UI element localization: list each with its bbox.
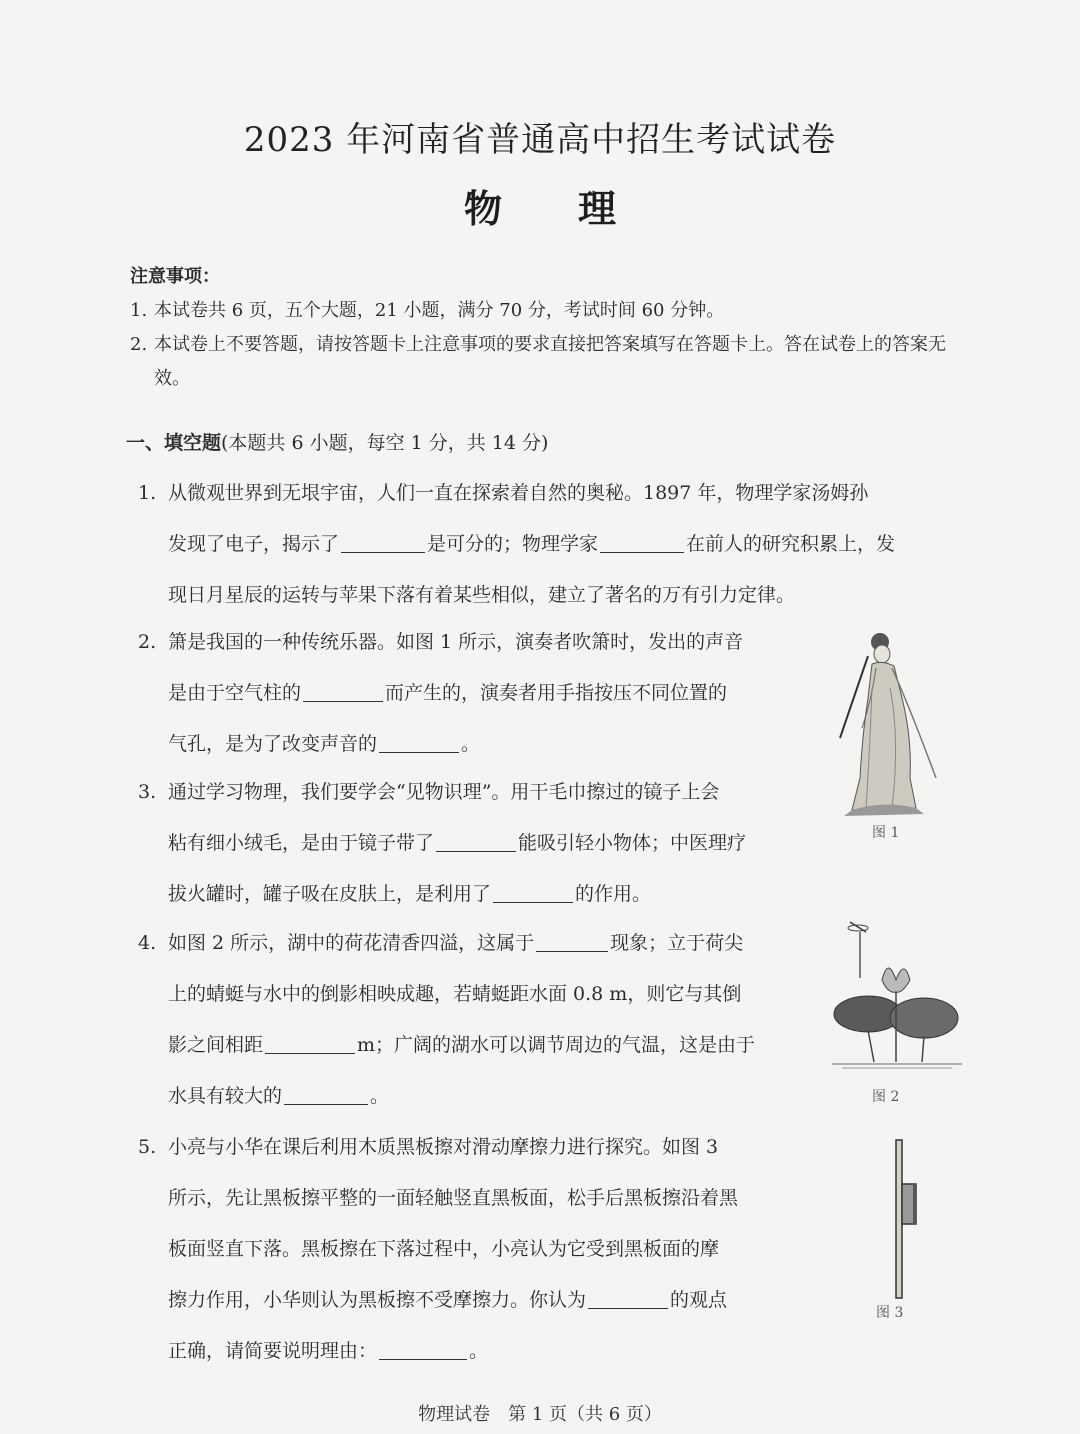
- answer-blank: [341, 530, 425, 553]
- question-text: 现象；立于荷尖: [610, 932, 744, 954]
- question-text: 发现了电子，揭示了: [168, 533, 340, 555]
- question-text: 粘有细小绒毛，是由于镜子带了: [168, 832, 435, 854]
- question-1: [138, 468, 968, 621]
- answer-blank: [379, 1337, 467, 1360]
- answer-blank: [436, 829, 516, 852]
- question-line: [138, 1020, 818, 1071]
- answer-blank: [588, 1286, 668, 1309]
- notice-item-text: 本试卷上不要答题，请按答题卡上注意事项的要求直接把答案填写在答题卡上。答在试卷上的答案无效。: [154, 334, 946, 389]
- question-text: 能吸引轻小物体；中医理疗: [518, 832, 747, 854]
- section-note: (本题共 6 小题，每空 1 分，共 14 分): [221, 432, 549, 454]
- question-line: [138, 1224, 818, 1275]
- answer-blank: [379, 730, 459, 753]
- question-line: [138, 1173, 818, 1224]
- exam-subject: 物 理: [463, 186, 616, 231]
- answer-blank: [284, 1082, 368, 1105]
- question-text: 而产生的，演奏者用手指按压不同位置的: [385, 682, 728, 704]
- question-text: 所示，先让黑板擦平整的一面轻触竖直黑板面，松手后黑板擦沿着黑: [168, 1187, 739, 1209]
- question-text: 现日月星辰的运转与苹果下落有着某些相似，建立了著名的万有引力定律。: [168, 584, 796, 606]
- question-text: 上的蜻蜓与水中的倒影相映成趣，若蜻蜓距水面 0.8 m，则它与其倒: [168, 983, 742, 1005]
- question-line: [138, 519, 968, 570]
- figure-2-lotus-dragonfly-illustration: [832, 918, 964, 1074]
- question-text: 通过学习物理，我们要学会“见物识理”。用干毛巾擦过的镜子上会: [168, 781, 720, 803]
- question-4: [138, 918, 818, 1122]
- answer-blank: [493, 880, 573, 903]
- figure-3-blackboard-eraser-diagram: [880, 1140, 924, 1300]
- page-footer: 物理试卷 第 1 页（共 6 页）: [418, 1404, 662, 1425]
- notice-item-number: 1.: [130, 300, 148, 321]
- question-number: 3.: [138, 781, 157, 803]
- answer-blank: [600, 530, 684, 553]
- question-line: [138, 969, 818, 1020]
- question-line: [138, 918, 818, 969]
- question-text: 拔火罐时，罐子吸在皮肤上，是利用了: [168, 883, 492, 905]
- question-line: [138, 1326, 818, 1377]
- question-text: 小亮与小华在课后利用木质黑板擦对滑动摩擦力进行探究。如图 3: [168, 1136, 719, 1158]
- question-text: 的观点: [670, 1289, 728, 1311]
- question-line: [138, 468, 968, 519]
- question-text: 是由于空气柱的: [168, 682, 302, 704]
- exam-title: 2023 年河南省普通高中招生考试试卷: [243, 120, 837, 160]
- question-line: [138, 617, 818, 668]
- question-text: 影之间相距: [168, 1034, 264, 1056]
- section-title: 一、填空题: [126, 432, 222, 454]
- section-heading: [126, 428, 548, 455]
- question-number: 1.: [138, 482, 157, 504]
- question-number: 4.: [138, 932, 157, 954]
- answer-blank: [265, 1031, 355, 1054]
- notice-item-text: 本试卷共 6 页，五个大题，21 小题，满分 70 分，考试时间 60 分钟。: [154, 300, 725, 321]
- question-text: m；广阔的湖水可以调节周边的气温，这是由于: [357, 1034, 756, 1056]
- question-5: [138, 1122, 818, 1377]
- question-text: 箫是我国的一种传统乐器。如图 1 所示，演奏者吹箫时，发出的声音: [168, 631, 744, 653]
- figure-1-caption: 图 1: [872, 825, 900, 841]
- question-number: 5.: [138, 1136, 157, 1158]
- question-line: [138, 570, 968, 621]
- question-text: 正确，请简要说明理由：: [168, 1340, 378, 1362]
- question-text: 。: [461, 733, 481, 755]
- question-text: 是可分的；物理学家: [427, 533, 599, 555]
- question-text: 。: [469, 1340, 489, 1362]
- notice-item: [130, 294, 970, 328]
- question-text: 的作用。: [575, 883, 652, 905]
- question-line: [138, 767, 818, 818]
- answer-blank: [536, 929, 608, 952]
- notice-item-number: 2.: [130, 334, 148, 355]
- question-3: [138, 767, 818, 920]
- question-line: [138, 1275, 818, 1326]
- figure-2-caption: 图 2: [872, 1089, 900, 1105]
- question-text: 在前人的研究积累上，发: [686, 533, 896, 555]
- notice-item: [130, 328, 970, 396]
- notice-block: [130, 260, 970, 396]
- figure-1-xiao-player-illustration: [832, 628, 952, 818]
- question-text: 气孔，是为了改变声音的: [168, 733, 378, 755]
- question-number: 2.: [138, 631, 157, 653]
- question-text: 水具有较大的: [168, 1085, 283, 1107]
- question-line: [138, 818, 818, 869]
- question-line: [138, 719, 818, 770]
- question-line: [138, 668, 818, 719]
- notice-heading: 注意事项：: [130, 266, 220, 287]
- question-line: [138, 1071, 818, 1122]
- question-text: 。: [370, 1085, 390, 1107]
- question-text: 如图 2 所示，湖中的荷花清香四溢，这属于: [168, 932, 535, 954]
- answer-blank: [303, 679, 383, 702]
- figure-3-caption: 图 3: [876, 1305, 904, 1321]
- question-2: [138, 617, 818, 770]
- question-text: 擦力作用，小华则认为黑板擦不受摩擦力。你认为: [168, 1289, 587, 1311]
- question-line: [138, 869, 818, 920]
- question-text: 从微观世界到无垠宇宙，人们一直在探索着自然的奥秘。1897 年，物理学家汤姆孙: [168, 482, 869, 504]
- question-text: 板面竖直下落。黑板擦在下落过程中，小亮认为它受到黑板面的摩: [168, 1238, 720, 1260]
- question-line: [138, 1122, 818, 1173]
